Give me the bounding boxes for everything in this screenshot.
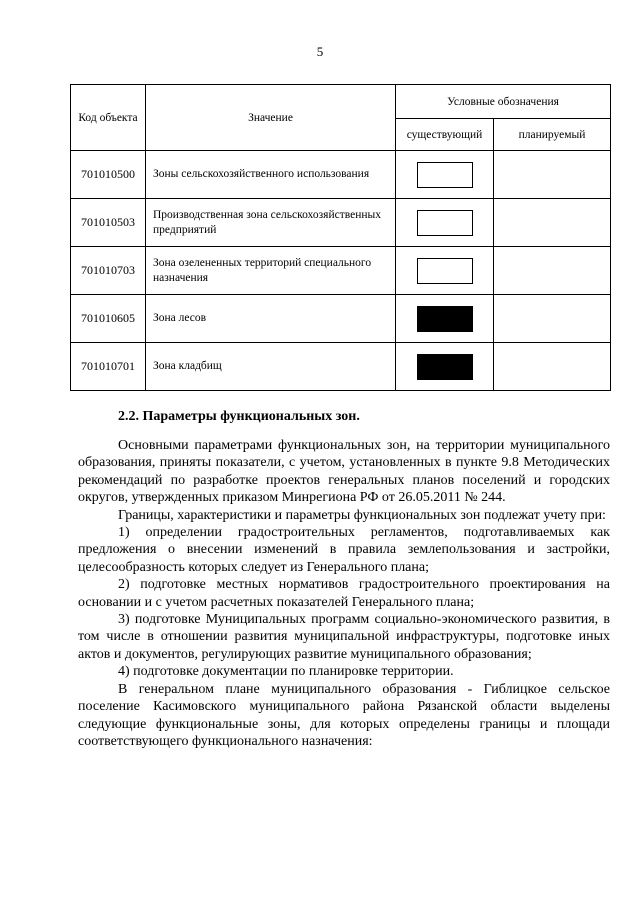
header-code: Код объекта	[71, 85, 146, 151]
table-row	[71, 247, 611, 295]
table-row	[71, 295, 611, 343]
object-code-cell: 701010703	[71, 247, 146, 295]
table-header-row	[71, 85, 611, 119]
meaning-cell: Зона озелененных территорий специального назначения	[146, 247, 396, 295]
white-box-symbol-icon	[417, 210, 473, 236]
existing-symbol-cell	[396, 151, 494, 199]
black-box-symbol-icon	[417, 306, 473, 332]
paragraph: 3) подготовке Муниципальных программ социально-экономического развития, в том числе в отношении развития муниципальной инфраструктуры, подготовке иных актов и документов, регулирующих развитие муниципального образования;	[78, 612, 610, 662]
page-number: 5	[316, 44, 324, 59]
meaning-cell: Производственная зона сельскохозяйственных предприятий	[146, 199, 396, 247]
meaning-cell: Зоны сельскохозяйственного использования	[146, 151, 396, 199]
section-heading: 2.2. Параметры функциональных зон.	[118, 409, 360, 424]
object-code-cell: 701010500	[71, 151, 146, 199]
paragraph: В генеральном плане муниципального образования - Гиблицкое сельское поселение Касимовского муниципального района Рязанской области выделены следующие функциональные зоны, для которых определены границы и площади соответствующего функционального назначения:	[78, 681, 610, 749]
header-meaning: Значение	[146, 85, 396, 151]
object-code-cell: 701010503	[71, 199, 146, 247]
existing-symbol-cell	[396, 343, 494, 391]
existing-symbol-cell	[396, 199, 494, 247]
header-planned: планируемый	[494, 119, 611, 151]
table-row	[71, 343, 611, 391]
paragraph: 2) подготовке местных нормативов градостроительного проектирования на основании и с учетом расчетных показателей Генерального плана;	[78, 577, 610, 610]
header-symbols: Условные обозначения	[396, 85, 611, 119]
paragraph: 1) определении градостроительных регламентов, подготавливаемых как предложения о внесении изменений в правила землепользования и застройки, целесообразность которых следует из Генерального плана;	[78, 525, 610, 575]
object-code-cell: 701010701	[71, 343, 146, 391]
planned-symbol-cell	[494, 295, 611, 343]
planned-symbol-cell	[494, 343, 611, 391]
white-box-symbol-icon	[417, 258, 473, 284]
black-box-symbol-icon	[417, 354, 473, 380]
paragraph: 4) подготовке документации по планировке территории.	[118, 664, 454, 680]
table-row	[71, 151, 611, 199]
section-body	[78, 437, 610, 750]
paragraph: Границы, характеристики и параметры функциональных зон подлежат учету при:	[118, 507, 606, 523]
header-existing: существующий	[396, 119, 494, 151]
meaning-cell: Зона лесов	[146, 295, 396, 343]
legend-table	[70, 84, 611, 391]
meaning-cell: Зона кладбищ	[146, 343, 396, 391]
existing-symbol-cell	[396, 247, 494, 295]
table-row	[71, 199, 611, 247]
planned-symbol-cell	[494, 151, 611, 199]
object-code-cell: 701010605	[71, 295, 146, 343]
existing-symbol-cell	[396, 295, 494, 343]
white-box-symbol-icon	[417, 162, 473, 188]
planned-symbol-cell	[494, 247, 611, 295]
paragraph: Основными параметрами функциональных зон, на территории муниципального образования, приняты показатели, с учетом, установленных в пункте 9.8 Методических рекомендаций по разработке проектов генеральных планов поселений и городских округов, утвержденных приказом Минрегиона РФ от 26.05.2011 № 244.	[78, 438, 610, 506]
planned-symbol-cell	[494, 199, 611, 247]
